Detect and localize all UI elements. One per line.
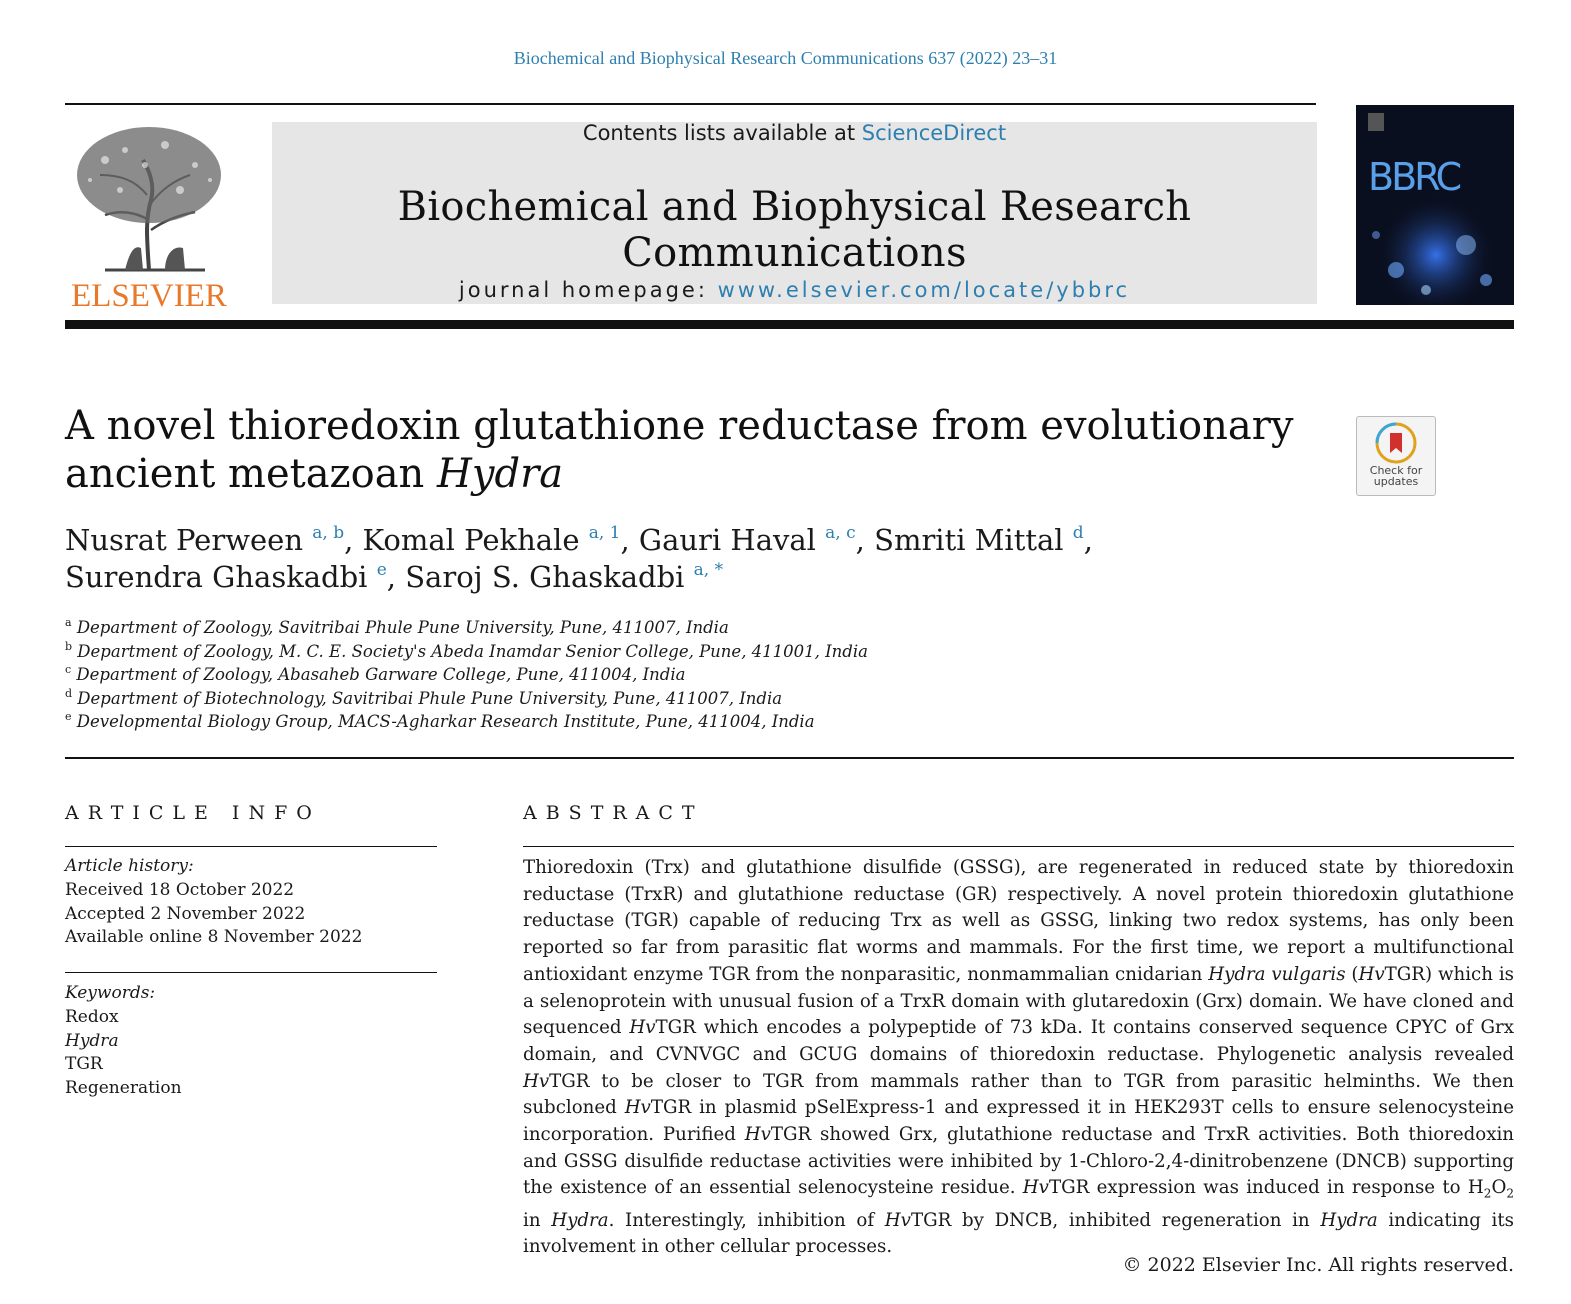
abstract-segment: Hv	[884, 1209, 911, 1231]
keywords-rule	[65, 972, 437, 973]
abstract-segment: TGR by DNCB, inhibited regeneration in	[910, 1209, 1321, 1231]
affiliation	[65, 663, 1065, 687]
affiliation	[65, 616, 1065, 640]
title-italic: Hydra	[437, 451, 564, 497]
affiliation	[65, 640, 1065, 664]
article-title	[65, 402, 1325, 498]
article-history	[65, 855, 362, 950]
keywords	[65, 982, 182, 1101]
check-for-updates-badge[interactable]	[1356, 416, 1436, 496]
copyright-notice: © 2022 Elsevier Inc. All rights reserved.	[1122, 1254, 1514, 1276]
cover-title: BBRC	[1368, 155, 1460, 199]
homepage-line	[272, 278, 1317, 302]
abstract-segment: Hv	[744, 1124, 771, 1146]
affiliation-text: Department of Zoology, M. C. E. Society's Abeda Inamdar Senior College, Pune, 411001, India	[77, 641, 868, 661]
author[interactable]: Smriti Mittal	[874, 523, 1064, 557]
abstract-segment: Hydra	[551, 1209, 609, 1231]
affiliation-list	[65, 616, 1065, 734]
cover-bokeh-graphic	[1356, 105, 1514, 305]
homepage-prefix: journal homepage:	[458, 278, 718, 302]
contents-prefix: Contents lists available at	[582, 121, 862, 145]
abstract-segment: in	[523, 1209, 552, 1231]
abstract-segment: Thioredoxin (Trx) and glutathione disulfide (GSSG), are regenerated in reduced state by thioredoxin reductase (TrxR) and glutathione reductase (GR) respectively. A novel protein thioredoxin glutathione reductase (TGR) capable of reducing Trx as well as GSSG, linking two redox systems, has only been reported so far from parasitic flat worms and mammals. For the first time, we report a multifunctional antioxidant enzyme TGR from the nonparasitic, nonmammalian cnidarian	[523, 857, 1514, 985]
check-updates-label: Check for updates	[1369, 464, 1423, 488]
accepted-date: Accepted 2 November 2022	[65, 903, 306, 924]
article-info-heading: ARTICLE INFO	[65, 802, 321, 824]
abstract-segment: TGR which encodes a polypeptide of 73 kDa. It contains conserved sequence CPYC of Grx domain, and CVNVGC and GCUG domains of thioredoxin reductase. Phylogenetic analysis revealed	[523, 1017, 1514, 1065]
elsevier-wordmark: ELSEVIER	[71, 278, 227, 314]
article-info-rule	[65, 846, 437, 847]
affiliation-text: Department of Biotechnology, Savitribai Phule Pune University, Pune, 411007, India	[77, 688, 783, 708]
author[interactable]: Gauri Haval	[638, 523, 816, 557]
author[interactable]: Nusrat Perween	[65, 523, 304, 557]
affiliation	[65, 687, 1065, 711]
author-list	[65, 522, 1365, 596]
sciencedirect-link[interactable]: ScienceDirect	[861, 121, 1007, 145]
author-separator: ,	[855, 523, 875, 557]
affiliation-mark: b	[65, 639, 73, 653]
abstract-segment: Hv	[624, 1097, 651, 1119]
history-label: Article history:	[65, 856, 194, 876]
author[interactable]: Saroj S. Ghaskadbi	[405, 560, 685, 594]
keyword: Redox	[65, 1006, 119, 1027]
affiliation-text: Department of Zoology, Abasaheb Garware College, Pune, 411004, India	[76, 665, 686, 685]
abstract-segment: Hv	[1022, 1177, 1049, 1199]
abstract-segment: Hv	[1358, 963, 1385, 985]
homepage-link[interactable]: www.elsevier.com/locate/ybbrc	[717, 278, 1131, 302]
title-main: A novel thioredoxin glutathione reductase from evolutionary ancient metazoan	[65, 403, 1294, 497]
online-date: Available online 8 November 2022	[65, 927, 363, 948]
affiliation-mark: d	[65, 686, 73, 700]
abstract-segment: Hv	[629, 1017, 656, 1039]
keyword: Regeneration	[65, 1078, 182, 1099]
section-rule	[65, 757, 1514, 759]
keywords-label: Keywords:	[65, 983, 156, 1003]
author-separator: ,	[1083, 523, 1093, 557]
keyword: TGR	[65, 1054, 103, 1075]
abstract-segment: TGR to be closer to TGR from mammals rather than to TGR from parasitic helminths. We then subcloned	[523, 1070, 1514, 1119]
abstract-segment: . Interestingly, inhibition of	[608, 1209, 885, 1231]
affiliation-text: Developmental Biology Group, MACS-Agharkar Research Institute, Pune, 411004, India	[76, 712, 815, 732]
received-date: Received 18 October 2022	[65, 879, 295, 900]
affiliation-mark: e	[65, 710, 72, 724]
abstract-segment: 2	[1506, 1187, 1514, 1202]
journal-name: Biochemical and Biophysical Research Communications	[397, 184, 1192, 276]
abstract-segment: Hydra	[1320, 1209, 1378, 1231]
bookmark-icon	[1357, 419, 1435, 465]
abstract-segment: indicating its involvement in other cellular processes.	[523, 1209, 1515, 1258]
author-affiliation-mark[interactable]: a, b	[312, 523, 345, 543]
affiliation-text: Department of Zoology, Savitribai Phule Pune University, Pune, 411007, India	[76, 618, 729, 637]
abstract-segment: Hydra vulgaris	[1208, 963, 1346, 985]
header-thick-rule	[65, 320, 1514, 329]
abstract-segment: TGR showed Grx, glutathione reductase and TrxR activities. Both thioredoxin and GSSG disulfide reductase activities were inhibited by 1-Chloro-2,4-dinitrobenzene (DNCB) supporting the existence of an essential selenocysteine residue.	[523, 1124, 1514, 1199]
abstract-segment: 2	[1483, 1187, 1492, 1202]
author-affiliation-mark[interactable]: e	[376, 560, 387, 580]
abstract-segment: O	[1491, 1177, 1507, 1199]
author-affiliation-mark[interactable]: a, *	[693, 560, 724, 580]
contents-line	[272, 121, 1317, 145]
author[interactable]: Komal Pekhale	[362, 523, 580, 557]
abstract-segment: TGR) which is a selenoprotein with unusual fusion of a TrxR domain with glutaredoxin (Grx) domain. We have cloned and sequenced	[523, 963, 1514, 1039]
affiliation-mark: c	[65, 663, 72, 677]
author-separator: ,	[386, 560, 406, 594]
abstract-heading: ABSTRACT	[523, 802, 704, 824]
author-separator: ,	[620, 523, 639, 557]
author-separator: ,	[344, 523, 363, 557]
abstract-segment: TGR in plasmid pSelExpress-1 and expressed it in HEK293T cells to ensure selenocysteine incorporation. Purified	[523, 1097, 1515, 1146]
affiliation	[65, 710, 1065, 734]
author-affiliation-mark[interactable]: d	[1072, 523, 1084, 543]
keyword: Hydra	[65, 1030, 119, 1051]
abstract-segment: (	[1345, 963, 1359, 985]
abstract-segment: Hv	[523, 1070, 550, 1092]
affiliation-mark: a	[65, 616, 72, 629]
abstract-segment: TGR expression was induced in response to H	[1048, 1177, 1484, 1199]
abstract-text	[523, 855, 1514, 1261]
header-rule	[65, 103, 1316, 105]
author-affiliation-mark[interactable]: a, 1	[588, 523, 621, 543]
journal-cover-image[interactable]	[1356, 105, 1514, 305]
author-affiliation-mark[interactable]: a, c	[825, 523, 856, 543]
abstract-rule	[523, 846, 1514, 847]
journal-citation[interactable]: Biochemical and Biophysical Research Communications 637 (2022) 23–31	[513, 48, 1058, 68]
author[interactable]: Surendra Ghaskadbi	[65, 560, 368, 594]
